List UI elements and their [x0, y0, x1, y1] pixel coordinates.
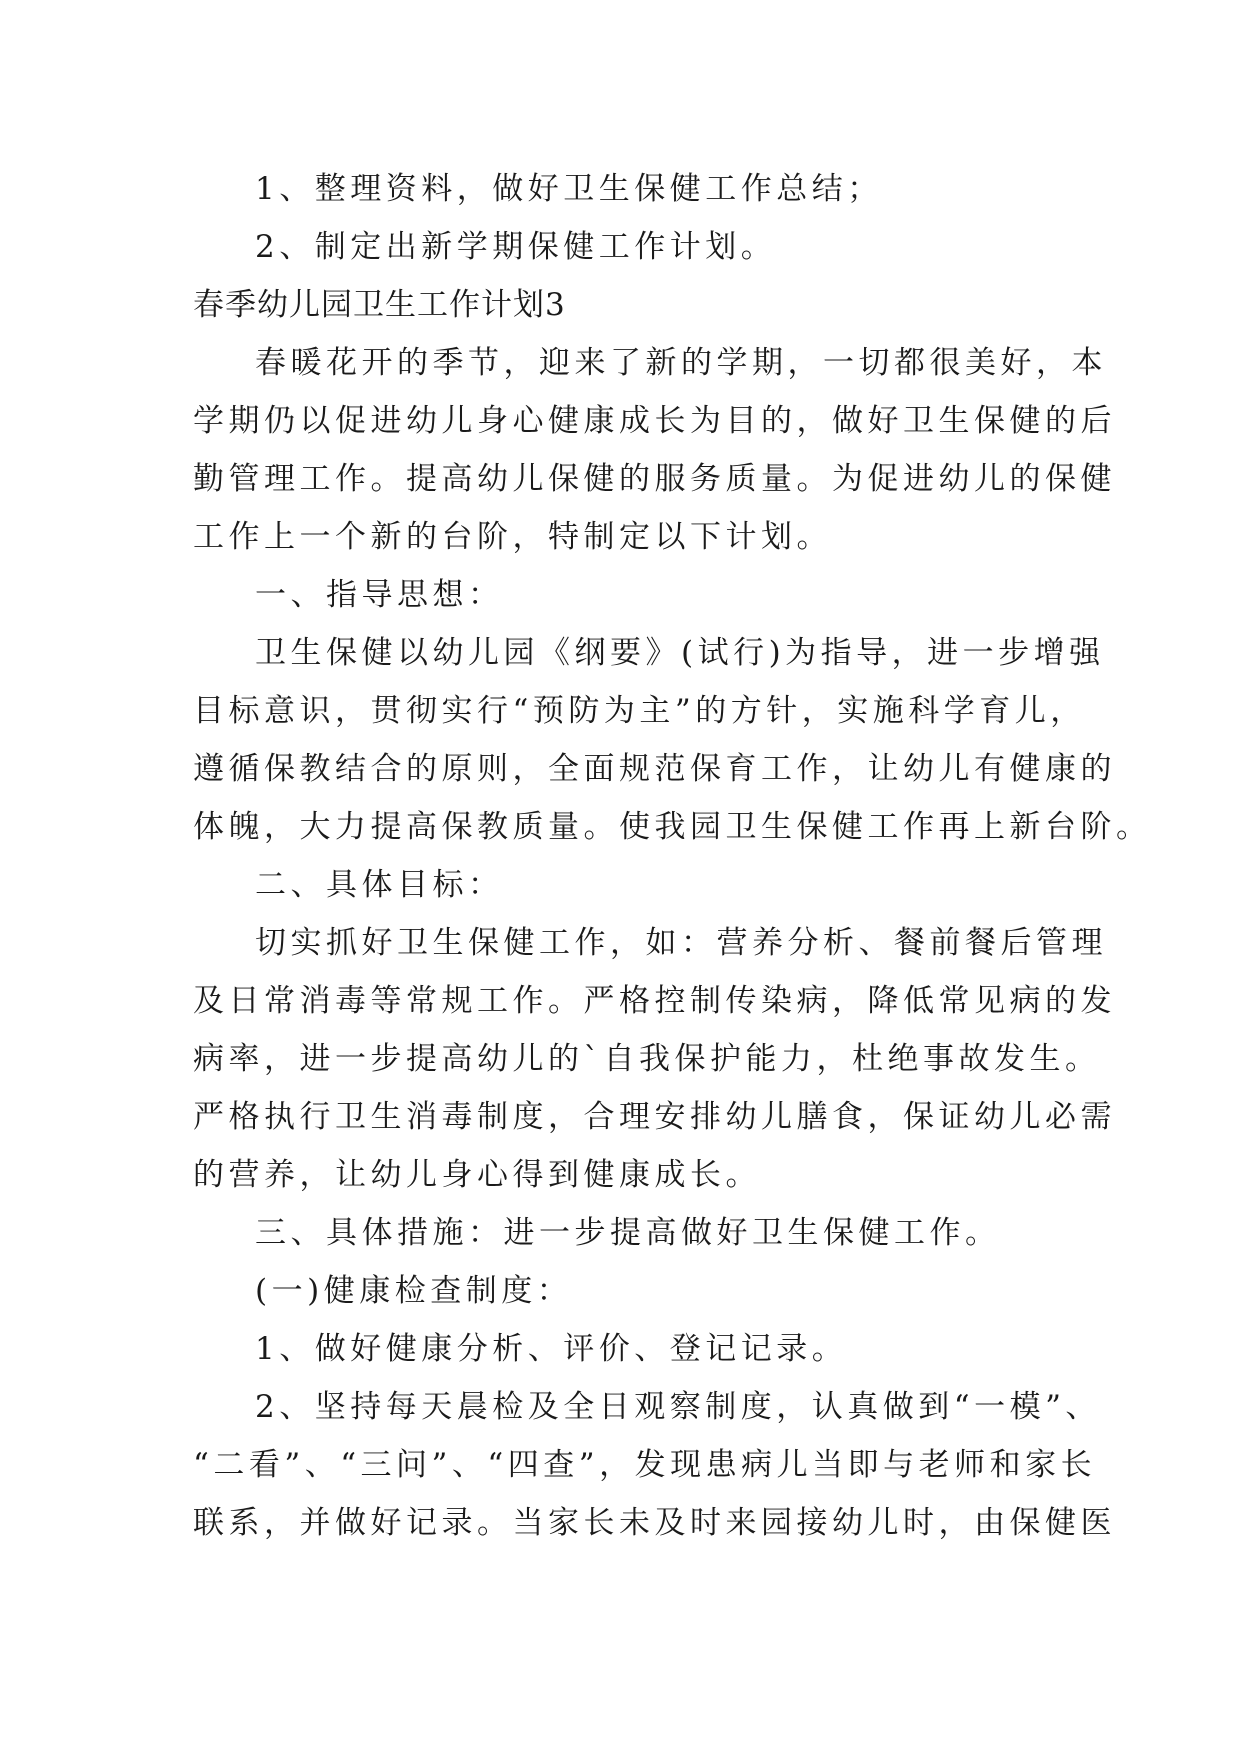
paragraph-line: 严格执行卫生消毒制度，合理安排幼儿膳食，保证幼儿必需	[193, 1099, 1116, 1135]
heading-specific-measures: 三、具体措施：进一步提高做好卫生保健工作。	[255, 1215, 1001, 1251]
heading-guiding-thought: 一、指导思想：	[255, 577, 504, 613]
paragraph-line: 遵循保教结合的原则，全面规范保育工作，让幼儿有健康的	[193, 751, 1116, 787]
paragraph-line: 勤管理工作。提高幼儿保健的服务质量。为促进幼儿的保健	[193, 461, 1116, 497]
paragraph-line: 工作上一个新的台阶，特制定以下计划。	[193, 519, 832, 555]
paragraph-line: 及日常消毒等常规工作。严格控制传染病，降低常见病的发	[193, 983, 1116, 1019]
paragraph-line: 病率，进一步提高幼儿的`自我保护能力，杜绝事故发生。	[193, 1041, 1101, 1077]
paragraph-line: 卫生保健以幼儿园《纲要》(试行)为指导，进一步增强	[255, 635, 1105, 671]
paragraph-line: 春暖花开的季节，迎来了新的学期，一切都很美好，本	[255, 345, 1107, 381]
list-item-morning-check: 2、坚持每天晨检及全日观察制度，认真做到“一模”、	[255, 1389, 1101, 1425]
list-item-health-analysis: 1、做好健康分析、评价、登记记录。	[255, 1331, 848, 1367]
paragraph-line: 的营养，让幼儿身心得到健康成长。	[193, 1157, 761, 1193]
heading-specific-goals: 二、具体目标：	[255, 867, 504, 903]
paragraph-line: 目标意识，贯彻实行“预防为主”的方针，实施科学育儿，	[193, 693, 1086, 729]
paragraph-line: 联系，并做好记录。当家长未及时来园接幼儿时，由保健医	[193, 1505, 1116, 1541]
section-title: 春季幼儿园卫生工作计划3	[193, 287, 566, 323]
paragraph-line: 体魄，大力提高保教质量。使我园卫生保健工作再上新台阶。	[193, 809, 1152, 845]
subheading-health-check: (一)健康检查制度：	[255, 1273, 573, 1309]
list-item-new-plan: 2、制定出新学期保健工作计划。	[255, 229, 777, 265]
paragraph-line: “二看”、“三问”、“四查”，发现患病儿当即与老师和家长	[193, 1447, 1097, 1483]
paragraph-line: 切实抓好卫生保健工作，如：营养分析、餐前餐后管理	[255, 925, 1107, 961]
list-item-summary: 1、整理资料，做好卫生保健工作总结；	[255, 171, 883, 207]
paragraph-line: 学期仍以促进幼儿身心健康成长为目的，做好卫生保健的后	[193, 403, 1116, 439]
